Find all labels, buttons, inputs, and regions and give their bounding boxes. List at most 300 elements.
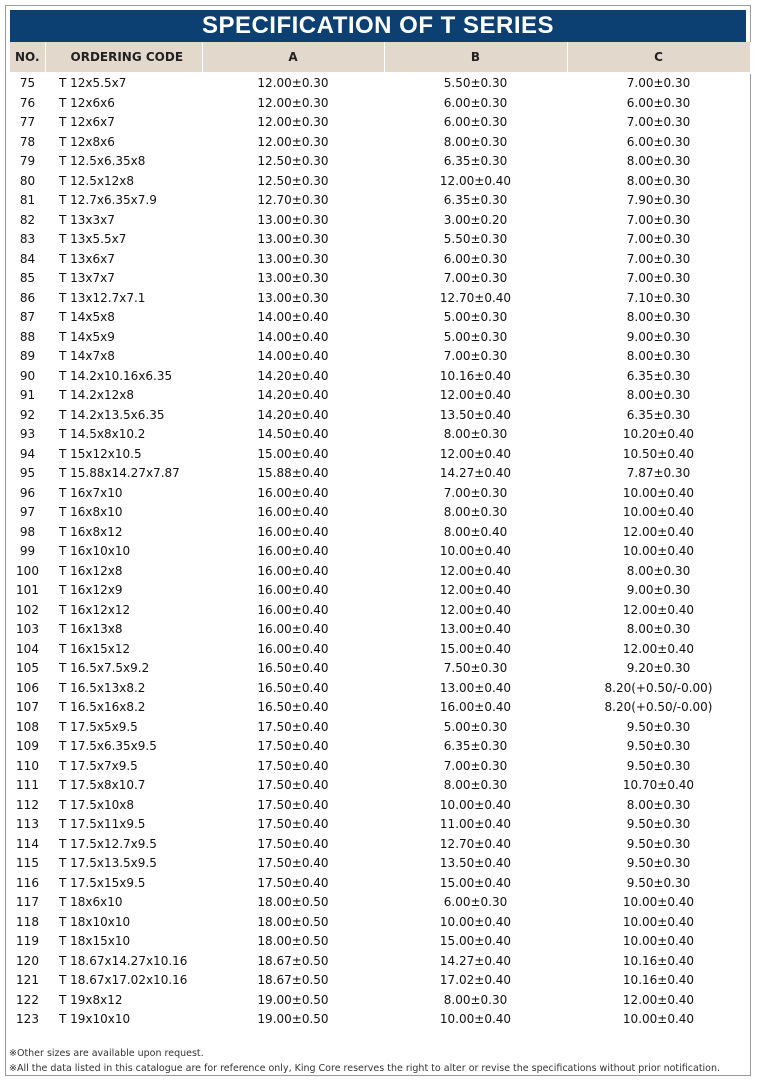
dimension-c: 7.90±0.30 — [626, 193, 691, 208]
ordering-code: T 13x5.5x7 — [59, 232, 127, 247]
ordering-code: T 18.67x17.02x10.16 — [59, 973, 188, 988]
ordering-code: T 12.5x12x8 — [59, 173, 134, 188]
table-row — [10, 406, 750, 426]
dimension-c: 8.00±0.30 — [626, 310, 691, 325]
table-row — [10, 542, 750, 562]
dimension-a: 14.20±0.40 — [257, 407, 329, 422]
table-row — [10, 425, 750, 445]
dimension-b: 13.00±0.40 — [439, 680, 512, 695]
dimension-c: 9.50±0.30 — [626, 758, 691, 773]
ordering-code: T 16x10x10 — [59, 544, 131, 559]
dimension-a: 18.00±0.50 — [257, 934, 329, 949]
dimension-b: 6.35±0.30 — [443, 193, 508, 208]
dimension-c: 8.00±0.30 — [626, 388, 691, 403]
dimension-c: 9.50±0.30 — [626, 817, 691, 832]
footnotes — [9, 1046, 749, 1076]
dimension-a: 18.00±0.50 — [257, 895, 329, 910]
table-row — [10, 367, 750, 387]
dimension-b: 5.00±0.30 — [443, 310, 508, 325]
dimension-b: 14.27±0.40 — [439, 466, 512, 481]
dimension-c: 6.35±0.30 — [626, 368, 691, 383]
dimension-c: 10.16±0.40 — [622, 973, 695, 988]
dimension-c: 8.00±0.30 — [626, 622, 691, 637]
dimension-b: 5.50±0.30 — [443, 232, 508, 247]
dimension-b: 12.00±0.40 — [439, 388, 512, 403]
row-number: 115 — [16, 856, 39, 871]
row-number: 119 — [16, 934, 39, 949]
row-number: 88 — [19, 329, 36, 344]
spec-table — [10, 42, 751, 1030]
row-number: 91 — [19, 388, 36, 403]
table-row — [10, 211, 750, 231]
row-number: 93 — [19, 427, 36, 442]
dimension-b: 7.00±0.30 — [443, 349, 508, 364]
dimension-c: 8.00±0.30 — [626, 154, 691, 169]
row-number: 86 — [19, 290, 36, 305]
row-number: 114 — [16, 836, 39, 851]
table-row — [10, 191, 750, 211]
dimension-c: 9.00±0.30 — [626, 583, 691, 598]
dimension-a: 14.00±0.40 — [257, 329, 329, 344]
table-row — [10, 601, 750, 621]
table-row — [10, 581, 750, 601]
row-number: 87 — [19, 310, 36, 325]
dimension-c: 10.00±0.40 — [622, 485, 695, 500]
dimension-a: 14.20±0.40 — [257, 368, 329, 383]
dimension-b: 12.00±0.40 — [439, 563, 512, 578]
ordering-code: T 14.2x13.5x6.35 — [59, 407, 165, 422]
ordering-code: T 19x8x12 — [59, 992, 123, 1007]
dimension-c: 12.00±0.40 — [622, 992, 695, 1007]
ordering-code: T 17.5x7x9.5 — [59, 758, 138, 773]
row-number: 83 — [19, 232, 36, 247]
row-number: 107 — [16, 700, 39, 715]
dimension-a: 17.50±0.40 — [257, 817, 329, 832]
row-number: 76 — [19, 95, 36, 110]
dimension-a: 17.50±0.40 — [257, 856, 329, 871]
ordering-code: T 14x5x9 — [59, 329, 115, 344]
ordering-code: T 17.5x6.35x9.5 — [59, 739, 157, 754]
row-number: 80 — [19, 173, 36, 188]
ordering-code: T 12x8x6 — [59, 134, 115, 149]
row-number: 89 — [19, 349, 36, 364]
dimension-b: 8.00±0.30 — [443, 992, 508, 1007]
ordering-code: T 12.7x6.35x7.9 — [59, 193, 157, 208]
column-header-ordering-code: ORDERING CODE — [45, 42, 202, 73]
ordering-code: T 16x8x12 — [59, 524, 123, 539]
table-row — [10, 113, 750, 133]
dimension-a: 14.20±0.40 — [257, 388, 329, 403]
ordering-code: T 16x8x10 — [59, 505, 123, 520]
row-number: 101 — [16, 583, 39, 598]
dimension-b: 17.02±0.40 — [439, 973, 512, 988]
ordering-code: T 17.5x15x9.5 — [59, 875, 146, 890]
dimension-a: 13.00±0.30 — [257, 212, 329, 227]
dimension-a: 15.00±0.40 — [257, 446, 329, 461]
dimension-a: 17.50±0.40 — [257, 719, 329, 734]
dimension-c: 12.00±0.40 — [622, 602, 695, 617]
row-number: 100 — [16, 563, 39, 578]
ordering-code: T 14x7x8 — [59, 349, 115, 364]
table-row — [10, 445, 750, 465]
dimension-c: 7.00±0.30 — [626, 212, 691, 227]
table-row — [10, 523, 750, 543]
dimension-c: 7.00±0.30 — [626, 251, 691, 266]
dimension-b: 6.00±0.30 — [443, 895, 508, 910]
dimension-b: 15.00±0.40 — [439, 875, 512, 890]
dimension-b: 6.00±0.30 — [443, 115, 508, 130]
dimension-b: 6.00±0.30 — [443, 95, 508, 110]
table-row — [10, 464, 750, 484]
ordering-code: T 13x12.7x7.1 — [59, 290, 146, 305]
ordering-code: T 18x10x10 — [59, 914, 131, 929]
dimension-b: 5.50±0.30 — [443, 76, 508, 91]
ordering-code: T 17.5x11x9.5 — [59, 817, 146, 832]
row-number: 78 — [19, 134, 36, 149]
footnote: ※Other sizes are available upon request. — [9, 1048, 204, 1059]
dimension-c: 6.35±0.30 — [626, 407, 691, 422]
dimension-a: 16.00±0.40 — [257, 622, 329, 637]
row-number: 94 — [19, 446, 36, 461]
dimension-c: 9.20±0.30 — [626, 661, 691, 676]
dimension-c: 10.20±0.40 — [622, 427, 695, 442]
dimension-b: 12.70±0.40 — [439, 836, 512, 851]
dimension-a: 16.50±0.40 — [257, 661, 329, 676]
ordering-code: T 15x12x10.5 — [59, 446, 142, 461]
row-number: 112 — [16, 797, 39, 812]
dimension-c: 6.00±0.30 — [626, 95, 691, 110]
ordering-code: T 18x6x10 — [59, 895, 123, 910]
dimension-b: 10.00±0.40 — [439, 914, 512, 929]
ordering-code: T 17.5x8x10.7 — [59, 778, 146, 793]
dimension-a: 13.00±0.30 — [257, 271, 329, 286]
row-number: 99 — [19, 544, 36, 559]
dimension-c: 8.00±0.30 — [626, 563, 691, 578]
dimension-a: 12.70±0.30 — [257, 193, 329, 208]
dimension-c: 10.50±0.40 — [622, 446, 695, 461]
dimension-b: 8.00±0.30 — [443, 134, 508, 149]
dimension-c: 9.50±0.30 — [626, 739, 691, 754]
ordering-code: T 15.88x14.27x7.87 — [59, 466, 180, 481]
row-number: 97 — [19, 505, 36, 520]
row-number: 117 — [16, 895, 39, 910]
dimension-a: 18.67±0.50 — [257, 953, 329, 968]
dimension-b: 10.16±0.40 — [439, 368, 512, 383]
dimension-a: 17.50±0.40 — [257, 739, 329, 754]
dimension-b: 13.00±0.40 — [439, 622, 512, 637]
table-header-row — [10, 42, 750, 73]
row-number: 79 — [19, 154, 36, 169]
column-header-no: NO. — [10, 42, 45, 73]
row-number: 113 — [16, 817, 39, 832]
row-number: 120 — [16, 953, 39, 968]
table-row — [10, 133, 750, 153]
ordering-code: T 16x12x8 — [59, 563, 123, 578]
table-row — [10, 289, 750, 309]
dimension-c: 6.00±0.30 — [626, 134, 691, 149]
table-row — [10, 308, 750, 328]
ordering-code: T 16x13x8 — [59, 622, 123, 637]
ordering-code: T 12x5.5x7 — [59, 76, 127, 91]
dimension-c: 7.00±0.30 — [626, 232, 691, 247]
table-row — [10, 971, 750, 991]
dimension-b: 7.50±0.30 — [443, 661, 508, 676]
dimension-a: 14.50±0.40 — [257, 427, 329, 442]
dimension-b: 5.00±0.30 — [443, 329, 508, 344]
ordering-code: T 16x15x12 — [59, 641, 131, 656]
dimension-b: 16.00±0.40 — [439, 700, 512, 715]
ordering-code: T 14.2x12x8 — [59, 388, 134, 403]
ordering-code: T 12.5x6.35x8 — [59, 154, 146, 169]
page-title: SPECIFICATION OF T SERIES — [10, 10, 746, 42]
dimension-a: 18.00±0.50 — [257, 914, 329, 929]
dimension-c: 8.00±0.30 — [626, 797, 691, 812]
row-number: 84 — [19, 251, 36, 266]
ordering-code: T 12x6x7 — [59, 115, 115, 130]
dimension-a: 15.88±0.40 — [257, 466, 329, 481]
table-row — [10, 250, 750, 270]
table-row — [10, 73, 750, 94]
dimension-c: 7.00±0.30 — [626, 271, 691, 286]
dimension-a: 16.00±0.40 — [257, 602, 329, 617]
dimension-a: 13.00±0.30 — [257, 251, 329, 266]
table-row — [10, 815, 750, 835]
dimension-b: 7.00±0.30 — [443, 485, 508, 500]
table-row — [10, 269, 750, 289]
row-number: 111 — [16, 778, 39, 793]
table-row — [10, 679, 750, 699]
dimension-b: 13.50±0.40 — [439, 407, 512, 422]
dimension-b: 15.00±0.40 — [439, 641, 512, 656]
dimension-c: 10.00±0.40 — [622, 505, 695, 520]
table-row — [10, 620, 750, 640]
ordering-code: T 14.5x8x10.2 — [59, 427, 146, 442]
ordering-code: T 14x5x8 — [59, 310, 115, 325]
table-row — [10, 952, 750, 972]
ordering-code: T 13x6x7 — [59, 251, 115, 266]
row-number: 90 — [19, 368, 36, 383]
ordering-code: T 13x3x7 — [59, 212, 115, 227]
dimension-c: 8.00±0.30 — [626, 173, 691, 188]
table-row — [10, 776, 750, 796]
dimension-c: 9.00±0.30 — [626, 329, 691, 344]
dimension-a: 12.00±0.30 — [257, 95, 329, 110]
row-number: 118 — [16, 914, 39, 929]
dimension-c: 10.00±0.40 — [622, 1012, 695, 1027]
table-row — [10, 152, 750, 172]
dimension-a: 12.00±0.30 — [257, 134, 329, 149]
row-number: 75 — [19, 76, 36, 91]
dimension-b: 7.00±0.30 — [443, 758, 508, 773]
dimension-b: 11.00±0.40 — [439, 817, 512, 832]
table-row — [10, 737, 750, 757]
table-row — [10, 854, 750, 874]
dimension-c: 7.00±0.30 — [626, 115, 691, 130]
row-number: 106 — [16, 680, 39, 695]
ordering-code: T 16.5x13x8.2 — [59, 680, 146, 695]
table-row — [10, 659, 750, 679]
column-header-c: C — [567, 42, 750, 73]
column-header-b: B — [384, 42, 567, 73]
dimension-a: 17.50±0.40 — [257, 875, 329, 890]
row-number: 77 — [19, 115, 36, 130]
dimension-a: 17.50±0.40 — [257, 778, 329, 793]
dimension-b: 12.00±0.40 — [439, 602, 512, 617]
dimension-c: 9.50±0.30 — [626, 856, 691, 871]
ordering-code: T 19x10x10 — [59, 1012, 131, 1027]
dimension-b: 6.00±0.30 — [443, 251, 508, 266]
footnote: ※All the data listed in this catalogue are for reference only, King Core reserves the right to alter or revise the specifications without prior notification. — [9, 1063, 721, 1074]
table-row — [10, 796, 750, 816]
dimension-a: 13.00±0.30 — [257, 232, 329, 247]
dimension-b: 8.00±0.40 — [443, 524, 508, 539]
row-number: 82 — [19, 212, 36, 227]
table-row — [10, 698, 750, 718]
dimension-c: 9.50±0.30 — [626, 719, 691, 734]
table-row — [10, 172, 750, 192]
row-number: 92 — [19, 407, 36, 422]
ordering-code: T 16x7x10 — [59, 485, 123, 500]
ordering-code: T 18x15x10 — [59, 934, 131, 949]
table-row — [10, 230, 750, 250]
dimension-c: 8.20(+0.50/-0.00) — [604, 680, 713, 695]
dimension-a: 16.00±0.40 — [257, 544, 329, 559]
dimension-a: 12.50±0.30 — [257, 154, 329, 169]
dimension-b: 12.00±0.40 — [439, 446, 512, 461]
table-row — [10, 347, 750, 367]
dimension-b: 8.00±0.30 — [443, 778, 508, 793]
dimension-a: 16.00±0.40 — [257, 563, 329, 578]
row-number: 122 — [16, 992, 39, 1007]
row-number: 98 — [19, 524, 36, 539]
dimension-b: 14.27±0.40 — [439, 953, 512, 968]
ordering-code: T 13x7x7 — [59, 271, 115, 286]
dimension-a: 16.00±0.40 — [257, 505, 329, 520]
table-row — [10, 562, 750, 582]
dimension-a: 19.00±0.50 — [257, 992, 329, 1007]
table-row — [10, 386, 750, 406]
dimension-a: 16.50±0.40 — [257, 680, 329, 695]
ordering-code: T 16x12x9 — [59, 583, 123, 598]
table-row — [10, 503, 750, 523]
row-number: 95 — [19, 466, 36, 481]
table-row — [10, 484, 750, 504]
row-number: 102 — [16, 602, 39, 617]
ordering-code: T 14.2x10.16x6.35 — [59, 368, 173, 383]
table-row — [10, 991, 750, 1011]
row-number: 96 — [19, 485, 36, 500]
table-row — [10, 757, 750, 777]
ordering-code: T 16x12x12 — [59, 602, 131, 617]
table-body — [10, 73, 750, 1030]
dimension-b: 12.70±0.40 — [439, 290, 512, 305]
dimension-c: 9.50±0.30 — [626, 836, 691, 851]
dimension-b: 5.00±0.30 — [443, 719, 508, 734]
table-row — [10, 893, 750, 913]
dimension-c: 12.00±0.40 — [622, 524, 695, 539]
dimension-c: 10.70±0.40 — [622, 778, 695, 793]
ordering-code: T 17.5x10x8 — [59, 797, 134, 812]
dimension-c: 12.00±0.40 — [622, 641, 695, 656]
table-row — [10, 718, 750, 738]
table-row — [10, 932, 750, 952]
dimension-b: 6.35±0.30 — [443, 739, 508, 754]
ordering-code: T 18.67x14.27x10.16 — [59, 953, 188, 968]
dimension-c: 10.00±0.40 — [622, 895, 695, 910]
dimension-a: 12.00±0.30 — [257, 76, 329, 91]
dimension-a: 19.00±0.50 — [257, 1012, 329, 1027]
dimension-b: 10.00±0.40 — [439, 544, 512, 559]
dimension-c: 8.20(+0.50/-0.00) — [604, 700, 713, 715]
spec-sheet — [5, 5, 751, 1076]
dimension-a: 18.67±0.50 — [257, 973, 329, 988]
dimension-c: 10.00±0.40 — [622, 934, 695, 949]
ordering-code: T 12x6x6 — [59, 95, 115, 110]
dimension-b: 15.00±0.40 — [439, 934, 512, 949]
table-row — [10, 328, 750, 348]
row-number: 109 — [16, 739, 39, 754]
dimension-a: 12.50±0.30 — [257, 173, 329, 188]
row-number: 81 — [19, 193, 36, 208]
table-row — [10, 835, 750, 855]
table-row — [10, 913, 750, 933]
dimension-a: 16.00±0.40 — [257, 485, 329, 500]
dimension-b: 13.50±0.40 — [439, 856, 512, 871]
ordering-code: T 17.5x12.7x9.5 — [59, 836, 157, 851]
row-number: 104 — [16, 641, 39, 656]
dimension-a: 17.50±0.40 — [257, 758, 329, 773]
ordering-code: T 16.5x7.5x9.2 — [59, 661, 150, 676]
row-number: 105 — [16, 661, 39, 676]
row-number: 121 — [16, 973, 39, 988]
dimension-c: 10.00±0.40 — [622, 914, 695, 929]
dimension-a: 16.00±0.40 — [257, 641, 329, 656]
row-number: 123 — [16, 1012, 39, 1027]
dimension-c: 7.87±0.30 — [626, 466, 691, 481]
table-row — [10, 1010, 750, 1030]
dimension-b: 12.00±0.40 — [439, 173, 512, 188]
dimension-b: 3.00±0.20 — [443, 212, 508, 227]
dimension-a: 16.00±0.40 — [257, 583, 329, 598]
row-number: 110 — [16, 758, 39, 773]
dimension-a: 17.50±0.40 — [257, 836, 329, 851]
dimension-a: 16.00±0.40 — [257, 524, 329, 539]
dimension-a: 16.50±0.40 — [257, 700, 329, 715]
dimension-a: 12.00±0.30 — [257, 115, 329, 130]
ordering-code: T 16.5x16x8.2 — [59, 700, 146, 715]
dimension-c: 7.00±0.30 — [626, 76, 691, 91]
row-number: 85 — [19, 271, 36, 286]
dimension-b: 8.00±0.30 — [443, 505, 508, 520]
dimension-b: 10.00±0.40 — [439, 1012, 512, 1027]
dimension-c: 10.16±0.40 — [622, 953, 695, 968]
dimension-c: 7.10±0.30 — [626, 290, 691, 305]
row-number: 116 — [16, 875, 39, 890]
table-row — [10, 640, 750, 660]
row-number: 103 — [16, 622, 39, 637]
dimension-c: 10.00±0.40 — [622, 544, 695, 559]
column-header-a: A — [202, 42, 384, 73]
dimension-b: 12.00±0.40 — [439, 583, 512, 598]
ordering-code: T 17.5x13.5x9.5 — [59, 856, 157, 871]
dimension-b: 7.00±0.30 — [443, 271, 508, 286]
ordering-code: T 17.5x5x9.5 — [59, 719, 138, 734]
dimension-c: 8.00±0.30 — [626, 349, 691, 364]
dimension-a: 14.00±0.40 — [257, 349, 329, 364]
table-row — [10, 874, 750, 894]
dimension-b: 6.35±0.30 — [443, 154, 508, 169]
dimension-c: 9.50±0.30 — [626, 875, 691, 890]
